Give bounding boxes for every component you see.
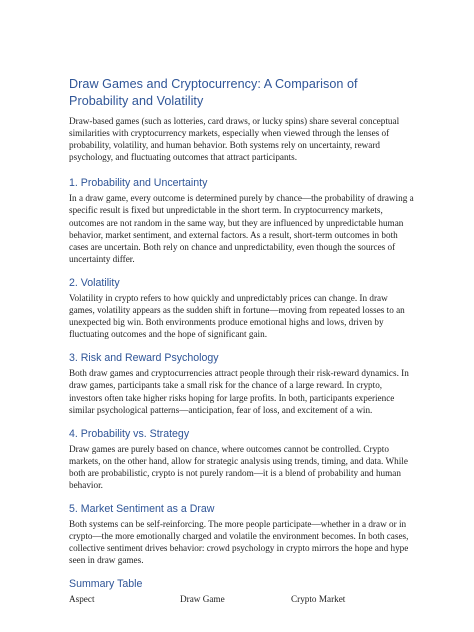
section-body-volatility: Volatility in crypto refers to how quickly and unpredictably prices can change. In draw games, volatility appears as the sudden shift in fortune—moving from repeated losses to an unexpected big win. Both environments produce emotional highs and lows, driven by fluctuating outcomes and the hope of significant gain. [69,292,405,340]
table-column-draw-game: Draw Game [180,594,225,605]
section-body-sentiment: Both systems can be self-reinforcing. The more people participate—whether in a draw or in crypto—the more emotionally charged and volatile the environment becomes. In both cases, collective sentiment drives behavior: crowd psychology in crypto mirrors the hope and hype seen in draw games. [69,519,409,566]
document-content [69,76,414,605]
section-body-probability: In a draw game, every outcome is determined purely by chance—the probability of drawing a specific result is fixed but unpredictable in the short term. In cryptocurrency markets, outcomes are not random in the same way, but they are influenced by unpredictable human behavior, market sentiment, and external factors. As a result, short-term outcomes in both cases are uncertain. Both rely on chance and unpredictability, even though the sources of uncertainty differ. [69,193,414,264]
summary-table-heading: Summary Table [69,578,143,591]
document-title: Draw Games and Cryptocurrency: A Comparison of Probability and Volatility [69,77,358,108]
section-body-risk-reward: Both draw games and cryptocurrencies attract people through their risk-reward dynamics. In draw games, participants take a small risk for the chance of a large reward. In crypto, investors often take higher risks hoping for large profits. In both, participants experience similar psychological patterns—anticipation, fear of loss, and excitement of a win. [69,368,409,415]
section-body-strategy: Draw games are purely based on chance, where outcomes cannot be controlled. Crypto markets, on the other hand, allow for strategic analysis using trends, timing, and data. While both are probabilistic, crypto is not purely random—it is a blend of probability and human behavior. [69,443,408,490]
section-heading-sentiment: 5. Market Sentiment as a Draw [69,503,215,516]
table-column-aspect: Aspect [69,594,95,605]
table-column-crypto-market: Crypto Market [291,594,346,605]
section-heading-strategy: 4. Probability vs. Strategy [69,427,190,440]
section-heading-probability: 1. Probability and Uncertainty [69,177,208,190]
section-heading-volatility: 2. Volatility [69,276,120,289]
intro-paragraph: Draw-based games (such as lotteries, card draws, or lucky spins) share several conceptual similarities with cryptocurrency markets, especially when viewed through the lenses of probability, volatility, and human behavior. Both systems rely on uncertainty, reward psychology, and fluctuating outcomes that attract participants. [69,116,400,163]
section-heading-risk-reward: 3. Risk and Reward Psychology [69,352,219,365]
summary-table-header-row [69,593,414,605]
